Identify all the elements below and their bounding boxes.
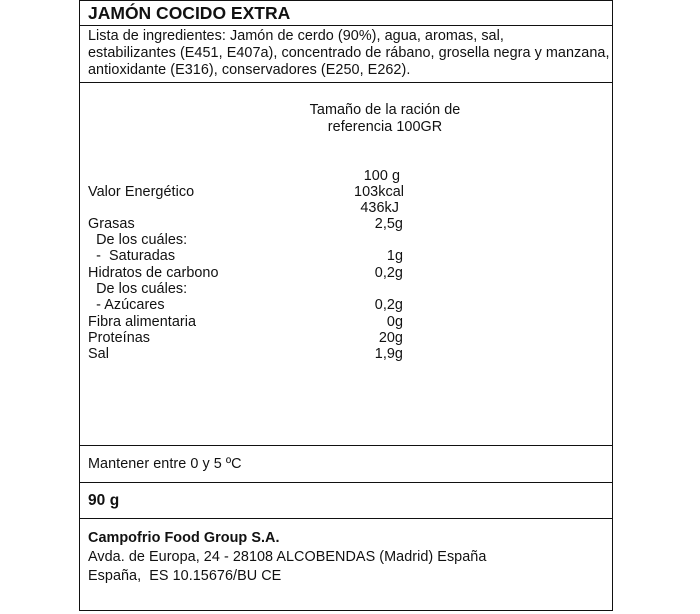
nutrient-value-saturated: 1g <box>386 248 403 264</box>
divider <box>80 518 612 519</box>
nutrient-label-carbohydrates: Hidratos de carbono <box>88 265 219 281</box>
company-address: Avda. de Europa, 24 - 28108 ALCOBENDAS (Madrid) España <box>88 549 487 565</box>
nutrient-label-protein: Proteínas <box>88 330 151 346</box>
nutrient-value-salt: 1,9g <box>374 346 403 362</box>
storage-instructions: Mantener entre 0 y 5 ºC <box>88 456 242 472</box>
column-header-100g: 100 g <box>363 168 400 184</box>
nutrient-sublabel: De los cuáles: <box>88 281 188 297</box>
ingredients-line: antioxidante (E316), conservadores (E250, E262). <box>88 62 411 78</box>
nutrient-label-salt: Sal <box>88 346 109 362</box>
serving-size-line: referencia 100GR <box>327 119 443 135</box>
nutrient-value-fat: 2,5g <box>374 216 403 232</box>
nutrient-sublabel: De los cuáles: <box>88 232 188 248</box>
nutrient-value-fiber: 0g <box>386 314 403 330</box>
company-name: Campofrio Food Group S.A. <box>88 530 280 546</box>
nutrient-label-fat: Grasas <box>88 216 135 232</box>
nutrient-value-protein: 20g <box>378 330 403 346</box>
net-weight: 90 g <box>88 492 120 509</box>
product-title: JAMÓN COCIDO EXTRA <box>88 3 291 23</box>
nutrient-label-energy: Valor Energético <box>88 184 195 200</box>
divider <box>80 482 612 483</box>
ingredients-line: estabilizantes (E451, E407a), concentrado de rábano, grosella negra y manzana, <box>88 45 610 61</box>
serving-size-line: Tamaño de la ración de <box>309 102 461 118</box>
divider <box>80 25 612 26</box>
company-registration: España, ES 10.15676/BU CE <box>88 568 282 584</box>
nutrition-label <box>79 0 613 611</box>
nutrient-value-energy-kcal: 103kcal <box>354 184 404 200</box>
nutrient-value-energy-kj: 436kJ <box>360 200 399 216</box>
divider <box>80 82 612 83</box>
nutrient-label-fiber: Fibra alimentaria <box>88 314 197 330</box>
nutrient-value-carbohydrates: 0,2g <box>374 265 403 281</box>
divider <box>80 445 612 446</box>
nutrient-label-sugars: - Azúcares <box>88 297 165 313</box>
nutrient-label-saturated: - Saturadas <box>88 248 176 264</box>
nutrient-value-sugars: 0,2g <box>374 297 403 313</box>
ingredients-line: Lista de ingredientes: Jamón de cerdo (90%), agua, aromas, sal, <box>88 28 504 44</box>
